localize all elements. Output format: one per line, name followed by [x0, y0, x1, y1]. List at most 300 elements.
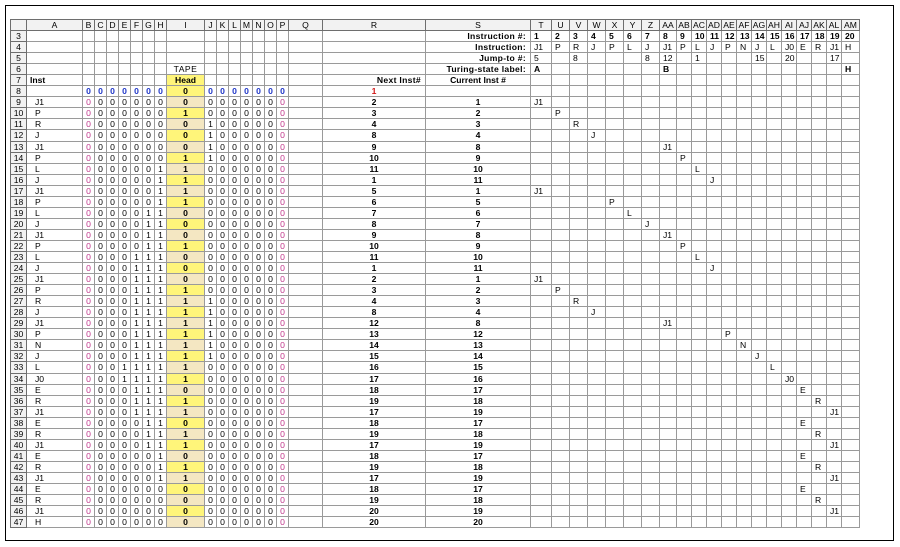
trace-cell[interactable] — [606, 296, 624, 307]
row-header[interactable]: 6 — [11, 64, 27, 75]
header-value-cell[interactable]: 14 — [752, 31, 767, 42]
trace-cell[interactable] — [660, 185, 677, 196]
tape-cell[interactable]: 0 — [95, 119, 107, 130]
current-inst-cell[interactable]: 3 — [426, 296, 531, 307]
trace-cell[interactable] — [737, 240, 752, 251]
sheet-cell[interactable] — [289, 229, 323, 240]
trace-cell[interactable] — [642, 141, 660, 152]
trace-cell[interactable] — [782, 240, 797, 251]
next-inst-cell[interactable]: 16 — [323, 362, 426, 373]
next-inst-cell[interactable]: 11 — [323, 163, 426, 174]
current-inst-cell[interactable]: 17 — [426, 483, 531, 494]
tape-cell[interactable]: 0 — [95, 263, 107, 274]
trace-cell[interactable] — [812, 108, 827, 119]
trace-cell[interactable] — [660, 362, 677, 373]
trace-cell[interactable] — [782, 86, 797, 97]
current-inst-cell[interactable]: 1 — [426, 97, 531, 108]
next-inst-cell[interactable]: 4 — [323, 296, 426, 307]
tape-cell[interactable]: 0 — [277, 307, 289, 318]
tape-cell[interactable]: 0 — [131, 97, 143, 108]
trace-cell[interactable] — [812, 517, 827, 528]
trace-cell[interactable]: P — [606, 196, 624, 207]
tape-cell[interactable]: 0 — [205, 285, 217, 296]
tape-cell[interactable]: 0 — [217, 472, 229, 483]
trace-cell[interactable] — [707, 373, 722, 384]
tape-cell[interactable]: 0 — [265, 351, 277, 362]
column-header[interactable]: AH — [768, 20, 780, 30]
tape-cell[interactable]: 0 — [143, 97, 155, 108]
trace-cell[interactable] — [767, 461, 782, 472]
tape-cell[interactable]: 0 — [131, 417, 143, 428]
trace-cell[interactable] — [606, 152, 624, 163]
trace-cell[interactable] — [842, 483, 860, 494]
trace-cell[interactable] — [782, 428, 797, 439]
trace-cell[interactable]: E — [797, 384, 812, 395]
trace-cell[interactable] — [842, 296, 860, 307]
trace-cell[interactable] — [707, 86, 722, 97]
tape-cell[interactable]: 0 — [277, 506, 289, 517]
trace-cell[interactable] — [782, 207, 797, 218]
trace-cell[interactable] — [707, 461, 722, 472]
trace-cell[interactable] — [737, 384, 752, 395]
trace-cell[interactable] — [642, 506, 660, 517]
tape-cell[interactable]: 0 — [253, 119, 265, 130]
trace-cell[interactable] — [677, 130, 692, 141]
tape-cell[interactable]: 0 — [241, 185, 253, 196]
trace-cell[interactable] — [797, 251, 812, 262]
tape-cell[interactable]: 0 — [83, 97, 95, 108]
tape-cell[interactable]: 0 — [217, 296, 229, 307]
trace-cell[interactable] — [782, 362, 797, 373]
trace-cell[interactable] — [782, 384, 797, 395]
trace-cell[interactable] — [624, 395, 642, 406]
tape-cell[interactable]: 0 — [131, 185, 143, 196]
sheet-cell[interactable] — [241, 53, 253, 64]
row-header[interactable]: 44 — [11, 483, 27, 494]
trace-cell[interactable]: J — [752, 351, 767, 362]
tape-cell[interactable]: 0 — [277, 152, 289, 163]
trace-cell[interactable] — [782, 461, 797, 472]
header-label[interactable]: Instruction: — [426, 42, 531, 53]
trace-cell[interactable] — [782, 196, 797, 207]
trace-cell[interactable] — [827, 329, 842, 340]
tape-cell[interactable]: 0 — [83, 86, 95, 97]
trace-cell[interactable] — [752, 296, 767, 307]
tape-cell[interactable]: 0 — [277, 517, 289, 528]
tape-cell[interactable]: 0 — [253, 218, 265, 229]
trace-cell[interactable] — [624, 362, 642, 373]
row-header[interactable]: 31 — [11, 340, 27, 351]
sheet-cell[interactable] — [277, 31, 289, 42]
trace-cell[interactable] — [692, 152, 707, 163]
trace-cell[interactable] — [812, 296, 827, 307]
column-header[interactable]: I — [167, 20, 205, 31]
inst-cell[interactable]: J — [27, 174, 83, 185]
trace-cell[interactable] — [570, 373, 588, 384]
tape-cell[interactable]: 0 — [265, 362, 277, 373]
sheet-cell[interactable] — [289, 461, 323, 472]
trace-cell[interactable] — [722, 351, 737, 362]
trace-cell[interactable] — [737, 196, 752, 207]
trace-cell[interactable] — [606, 274, 624, 285]
tape-cell[interactable]: 0 — [217, 263, 229, 274]
current-inst-cell[interactable]: 1 — [426, 185, 531, 196]
trace-cell[interactable] — [842, 495, 860, 506]
tape-cell[interactable]: 0 — [229, 472, 241, 483]
trace-cell[interactable] — [531, 495, 552, 506]
tape-cell[interactable]: 0 — [253, 362, 265, 373]
tape-cell[interactable]: 0 — [265, 240, 277, 251]
next-inst-cell[interactable]: 17 — [323, 406, 426, 417]
trace-cell[interactable] — [737, 296, 752, 307]
tape-cell[interactable]: 0 — [131, 439, 143, 450]
trace-cell[interactable] — [642, 229, 660, 240]
trace-cell[interactable] — [692, 439, 707, 450]
trace-cell[interactable] — [606, 263, 624, 274]
trace-cell[interactable] — [812, 141, 827, 152]
tape-cell[interactable]: 0 — [217, 351, 229, 362]
tape-cell[interactable]: 0 — [253, 274, 265, 285]
trace-cell[interactable] — [752, 318, 767, 329]
tape-cell[interactable]: 0 — [265, 329, 277, 340]
current-inst-cell[interactable]: 18 — [426, 428, 531, 439]
sheet-cell[interactable] — [167, 31, 205, 42]
header-value-cell[interactable]: 20 — [782, 53, 797, 64]
trace-cell[interactable] — [588, 263, 606, 274]
tape-cell[interactable]: 0 — [277, 285, 289, 296]
trace-cell[interactable] — [660, 495, 677, 506]
head-cell[interactable]: 1 — [167, 307, 205, 318]
tape-cell[interactable]: 0 — [119, 351, 131, 362]
tape-cell[interactable]: 0 — [265, 119, 277, 130]
header-value-cell[interactable]: 8 — [642, 53, 660, 64]
tape-cell[interactable]: 0 — [253, 517, 265, 528]
tape-cell[interactable]: 0 — [119, 274, 131, 285]
trace-cell[interactable] — [752, 461, 767, 472]
tape-cell[interactable]: 1 — [143, 406, 155, 417]
trace-cell[interactable] — [782, 108, 797, 119]
trace-cell[interactable] — [588, 185, 606, 196]
next-inst-cell[interactable]: 17 — [323, 472, 426, 483]
trace-cell[interactable] — [782, 97, 797, 108]
tape-cell[interactable]: 0 — [119, 340, 131, 351]
tape-cell[interactable]: 0 — [253, 108, 265, 119]
trace-cell[interactable] — [570, 218, 588, 229]
inst-cell[interactable]: P — [27, 196, 83, 207]
trace-cell[interactable] — [624, 351, 642, 362]
tape-cell[interactable]: 0 — [83, 174, 95, 185]
trace-cell[interactable] — [624, 119, 642, 130]
tape-cell[interactable]: 0 — [205, 263, 217, 274]
trace-cell[interactable] — [827, 174, 842, 185]
trace-cell[interactable] — [842, 229, 860, 240]
tape-cell[interactable]: 1 — [205, 296, 217, 307]
trace-cell[interactable] — [707, 340, 722, 351]
row-header[interactable]: 46 — [11, 506, 27, 517]
trace-cell[interactable] — [752, 495, 767, 506]
trace-cell[interactable] — [677, 141, 692, 152]
trace-cell[interactable] — [552, 351, 570, 362]
tape-cell[interactable]: 0 — [155, 130, 167, 141]
trace-cell[interactable] — [624, 417, 642, 428]
tape-cell[interactable]: 0 — [205, 461, 217, 472]
trace-cell[interactable] — [737, 274, 752, 285]
column-header[interactable]: AK — [813, 20, 825, 30]
trace-cell[interactable] — [531, 207, 552, 218]
tape-cell[interactable]: 0 — [253, 340, 265, 351]
column-header[interactable]: Z — [642, 20, 660, 31]
head-cell[interactable]: 0 — [167, 506, 205, 517]
column-header[interactable]: AC — [693, 20, 705, 30]
sheet-cell[interactable] — [289, 439, 323, 450]
sheet-cell[interactable] — [131, 53, 143, 64]
next-inst-cell[interactable]: 19 — [323, 395, 426, 406]
trace-cell[interactable] — [812, 263, 827, 274]
tape-cell[interactable]: 0 — [241, 395, 253, 406]
inst-cell[interactable]: R — [27, 296, 83, 307]
trace-cell[interactable] — [812, 362, 827, 373]
trace-cell[interactable] — [552, 340, 570, 351]
sheet-cell[interactable] — [205, 64, 217, 75]
trace-cell[interactable] — [722, 472, 737, 483]
trace-cell[interactable] — [642, 97, 660, 108]
sheet-cell[interactable] — [241, 42, 253, 53]
trace-cell[interactable] — [660, 395, 677, 406]
trace-cell[interactable] — [842, 185, 860, 196]
header-value-cell[interactable]: 15 — [752, 53, 767, 64]
next-inst-cell[interactable]: 3 — [323, 285, 426, 296]
trace-cell[interactable]: R — [812, 495, 827, 506]
tape-cell[interactable]: 0 — [265, 130, 277, 141]
trace-cell[interactable] — [752, 428, 767, 439]
inst-cell[interactable]: J1 — [27, 97, 83, 108]
trace-cell[interactable] — [707, 307, 722, 318]
tape-cell[interactable]: 1 — [205, 119, 217, 130]
tape-cell[interactable]: 0 — [241, 141, 253, 152]
tape-cell[interactable]: 0 — [131, 86, 143, 97]
head-cell[interactable]: 0 — [167, 86, 205, 97]
trace-cell[interactable] — [552, 185, 570, 196]
trace-cell[interactable] — [606, 472, 624, 483]
trace-cell[interactable] — [606, 86, 624, 97]
trace-cell[interactable] — [827, 196, 842, 207]
sheet-cell[interactable] — [737, 75, 752, 86]
current-inst-cell[interactable]: 2 — [426, 285, 531, 296]
inst-cell[interactable]: R — [27, 428, 83, 439]
tape-cell[interactable]: 1 — [143, 373, 155, 384]
trace-cell[interactable] — [531, 174, 552, 185]
trace-cell[interactable] — [782, 517, 797, 528]
next-inst-cell[interactable]: 7 — [323, 207, 426, 218]
tape-cell[interactable]: 0 — [229, 130, 241, 141]
trace-cell[interactable] — [827, 263, 842, 274]
trace-cell[interactable] — [588, 240, 606, 251]
trace-cell[interactable] — [692, 384, 707, 395]
trace-cell[interactable] — [737, 119, 752, 130]
tape-cell[interactable]: 0 — [131, 163, 143, 174]
trace-cell[interactable] — [767, 207, 782, 218]
trace-cell[interactable] — [677, 406, 692, 417]
sheet-cell[interactable] — [323, 42, 426, 53]
inst-cell[interactable]: J1 — [27, 274, 83, 285]
tape-cell[interactable]: 0 — [265, 174, 277, 185]
tape-cell[interactable]: 0 — [265, 495, 277, 506]
trace-cell[interactable] — [552, 130, 570, 141]
tape-cell[interactable]: 0 — [83, 450, 95, 461]
tape-cell[interactable]: 0 — [205, 174, 217, 185]
trace-cell[interactable] — [767, 495, 782, 506]
sheet-cell[interactable] — [143, 31, 155, 42]
trace-cell[interactable] — [737, 329, 752, 340]
trace-cell[interactable] — [722, 130, 737, 141]
sheet-cell[interactable] — [167, 53, 205, 64]
trace-cell[interactable] — [707, 517, 722, 528]
header-value-cell[interactable] — [677, 53, 692, 64]
trace-cell[interactable] — [827, 461, 842, 472]
trace-cell[interactable] — [531, 229, 552, 240]
tape-cell[interactable]: 0 — [241, 340, 253, 351]
trace-cell[interactable] — [842, 406, 860, 417]
tape-cell[interactable]: 0 — [119, 108, 131, 119]
sheet-cell[interactable] — [289, 152, 323, 163]
head-cell[interactable]: 0 — [167, 450, 205, 461]
tape-cell[interactable]: 0 — [205, 417, 217, 428]
trace-cell[interactable] — [797, 307, 812, 318]
tape-cell[interactable]: 0 — [229, 296, 241, 307]
tape-cell[interactable]: 0 — [83, 373, 95, 384]
header-value-cell[interactable]: 5 — [606, 31, 624, 42]
sheet-cell[interactable] — [83, 75, 95, 86]
column-header[interactable]: R — [323, 20, 426, 31]
sheet-cell[interactable] — [782, 75, 797, 86]
current-inst-cell[interactable]: 12 — [426, 329, 531, 340]
tape-cell[interactable]: 0 — [277, 461, 289, 472]
trace-cell[interactable] — [812, 450, 827, 461]
trace-cell[interactable] — [707, 351, 722, 362]
header-value-cell[interactable]: H — [842, 42, 860, 53]
tape-cell[interactable]: 0 — [277, 86, 289, 97]
trace-cell[interactable] — [642, 362, 660, 373]
trace-cell[interactable] — [782, 251, 797, 262]
trace-cell[interactable] — [737, 263, 752, 274]
trace-cell[interactable] — [606, 395, 624, 406]
trace-cell[interactable] — [722, 461, 737, 472]
trace-cell[interactable] — [842, 373, 860, 384]
trace-cell[interactable] — [588, 351, 606, 362]
sheet-cell[interactable] — [606, 75, 624, 86]
sheet-cell[interactable] — [570, 75, 588, 86]
sheet-cell[interactable] — [289, 97, 323, 108]
inst-cell[interactable]: L — [27, 207, 83, 218]
tape-cell[interactable]: 1 — [155, 428, 167, 439]
trace-cell[interactable] — [606, 251, 624, 262]
head-cell[interactable]: 1 — [167, 439, 205, 450]
sheet-cell[interactable] — [752, 75, 767, 86]
tape-cell[interactable]: 0 — [265, 439, 277, 450]
tape-cell[interactable]: 0 — [107, 196, 119, 207]
trace-cell[interactable] — [722, 483, 737, 494]
trace-cell[interactable] — [767, 86, 782, 97]
row-header[interactable]: 5 — [11, 53, 27, 64]
sheet-cell[interactable] — [289, 207, 323, 218]
tape-cell[interactable]: 0 — [131, 472, 143, 483]
trace-cell[interactable] — [767, 329, 782, 340]
tape-cell[interactable]: 1 — [131, 362, 143, 373]
current-inst-cell[interactable]: 8 — [426, 229, 531, 240]
inst-cell[interactable]: J1 — [27, 229, 83, 240]
trace-cell[interactable] — [677, 461, 692, 472]
inst-cell[interactable]: P — [27, 329, 83, 340]
tape-cell[interactable]: 0 — [265, 517, 277, 528]
tape-cell[interactable]: 0 — [217, 218, 229, 229]
trace-cell[interactable] — [707, 439, 722, 450]
tape-cell[interactable]: 0 — [107, 152, 119, 163]
tape-cell[interactable]: 0 — [131, 240, 143, 251]
tape-cell[interactable]: 0 — [277, 472, 289, 483]
current-inst-cell[interactable]: 10 — [426, 251, 531, 262]
trace-cell[interactable] — [707, 274, 722, 285]
tape-cell[interactable]: 0 — [119, 406, 131, 417]
trace-cell[interactable] — [531, 285, 552, 296]
sheet-cell[interactable] — [531, 75, 552, 86]
tape-cell[interactable]: 0 — [131, 130, 143, 141]
tape-cell[interactable]: 0 — [205, 384, 217, 395]
inst-cell[interactable]: J0 — [27, 373, 83, 384]
header-value-cell[interactable] — [797, 53, 812, 64]
sheet-cell[interactable] — [241, 64, 253, 75]
tape-cell[interactable]: 1 — [155, 196, 167, 207]
trace-cell[interactable] — [660, 218, 677, 229]
trace-cell[interactable] — [588, 517, 606, 528]
tape-cell[interactable]: 0 — [83, 406, 95, 417]
trace-cell[interactable] — [552, 296, 570, 307]
trace-cell[interactable] — [782, 439, 797, 450]
inst-cell[interactable]: P — [27, 240, 83, 251]
sheet-cell[interactable] — [27, 64, 83, 75]
trace-cell[interactable] — [552, 373, 570, 384]
tape-cell[interactable]: 0 — [107, 406, 119, 417]
trace-cell[interactable] — [752, 240, 767, 251]
trace-cell[interactable] — [588, 274, 606, 285]
trace-cell[interactable] — [797, 218, 812, 229]
sheet-cell[interactable] — [624, 75, 642, 86]
column-header[interactable]: AI — [782, 20, 797, 31]
trace-cell[interactable] — [552, 174, 570, 185]
trace-cell[interactable] — [531, 373, 552, 384]
trace-cell[interactable] — [570, 517, 588, 528]
tape-cell[interactable]: 0 — [205, 196, 217, 207]
tape-cell[interactable]: 0 — [95, 229, 107, 240]
trace-cell[interactable] — [570, 406, 588, 417]
trace-cell[interactable] — [752, 218, 767, 229]
tape-cell[interactable]: 0 — [253, 152, 265, 163]
tape-cell[interactable]: 0 — [83, 240, 95, 251]
column-header[interactable]: F — [131, 20, 143, 31]
header-value-cell[interactable]: J0 — [782, 42, 797, 53]
sheet-cell[interactable] — [289, 406, 323, 417]
tape-cell[interactable]: 0 — [277, 318, 289, 329]
trace-cell[interactable] — [677, 472, 692, 483]
header-value-cell[interactable]: P — [552, 42, 570, 53]
trace-cell[interactable] — [531, 119, 552, 130]
next-inst-cell[interactable]: 2 — [323, 274, 426, 285]
header-value-cell[interactable] — [588, 64, 606, 75]
trace-cell[interactable] — [692, 472, 707, 483]
trace-cell[interactable] — [606, 340, 624, 351]
row-header[interactable]: 35 — [11, 384, 27, 395]
sheet-cell[interactable] — [289, 274, 323, 285]
trace-cell[interactable] — [531, 141, 552, 152]
